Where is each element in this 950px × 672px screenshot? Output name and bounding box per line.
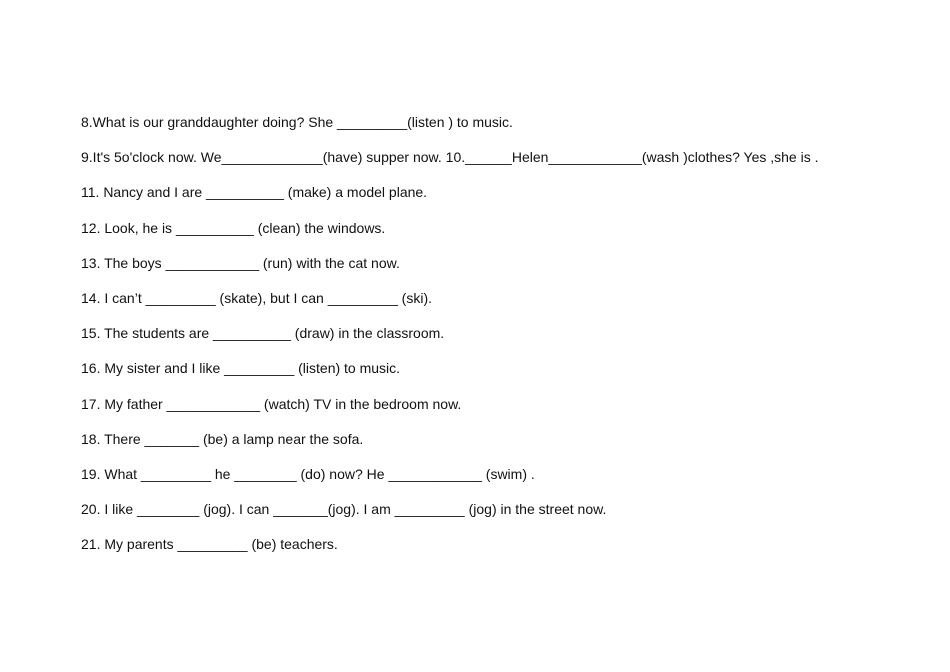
exercise-item-17: 17. My father ____________ (watch) TV in the bedroom now. — [81, 395, 462, 412]
exercise-item-14: 14. I can’t _________ (skate), but I can _________ (ski). — [81, 289, 433, 306]
exercise-item-19: 19. What _________ he ________ (do) now? He ____________ (swim) . — [81, 465, 535, 482]
exercise-item-16: 16. My sister and I like _________ (listen) to music. — [81, 360, 401, 377]
exercise-item-18: 18. There _______ (be) a lamp near the sofa. — [81, 430, 364, 447]
exercise-item-13: 13. The boys ____________ (run) with the cat now. — [81, 254, 400, 271]
exercise-item-8: 8.What is our granddaughter doing? She _________(listen ) to music. — [81, 114, 513, 130]
exercise-item-12: 12. Look, he is __________ (clean) the windows. — [81, 219, 386, 236]
exercise-item-11: 11. Nancy and I are __________ (make) a model plane. — [81, 184, 428, 201]
exercise-item-21: 21. My parents _________ (be) teachers. — [81, 536, 338, 553]
exercise-list — [81, 113, 921, 570]
exercise-item-20: 20. I like ________ (jog). I can _______(jog). I am _________ (jog) in the street now. — [81, 501, 607, 518]
exercise-item-9-10: 9.It's 5o'clock now. We_____________(have) supper now. 10.______Helen____________(wash )clothes? Yes ,she is . — [81, 149, 819, 166]
exercise-item-15: 15. The students are __________ (draw) in the classroom. — [81, 325, 445, 342]
